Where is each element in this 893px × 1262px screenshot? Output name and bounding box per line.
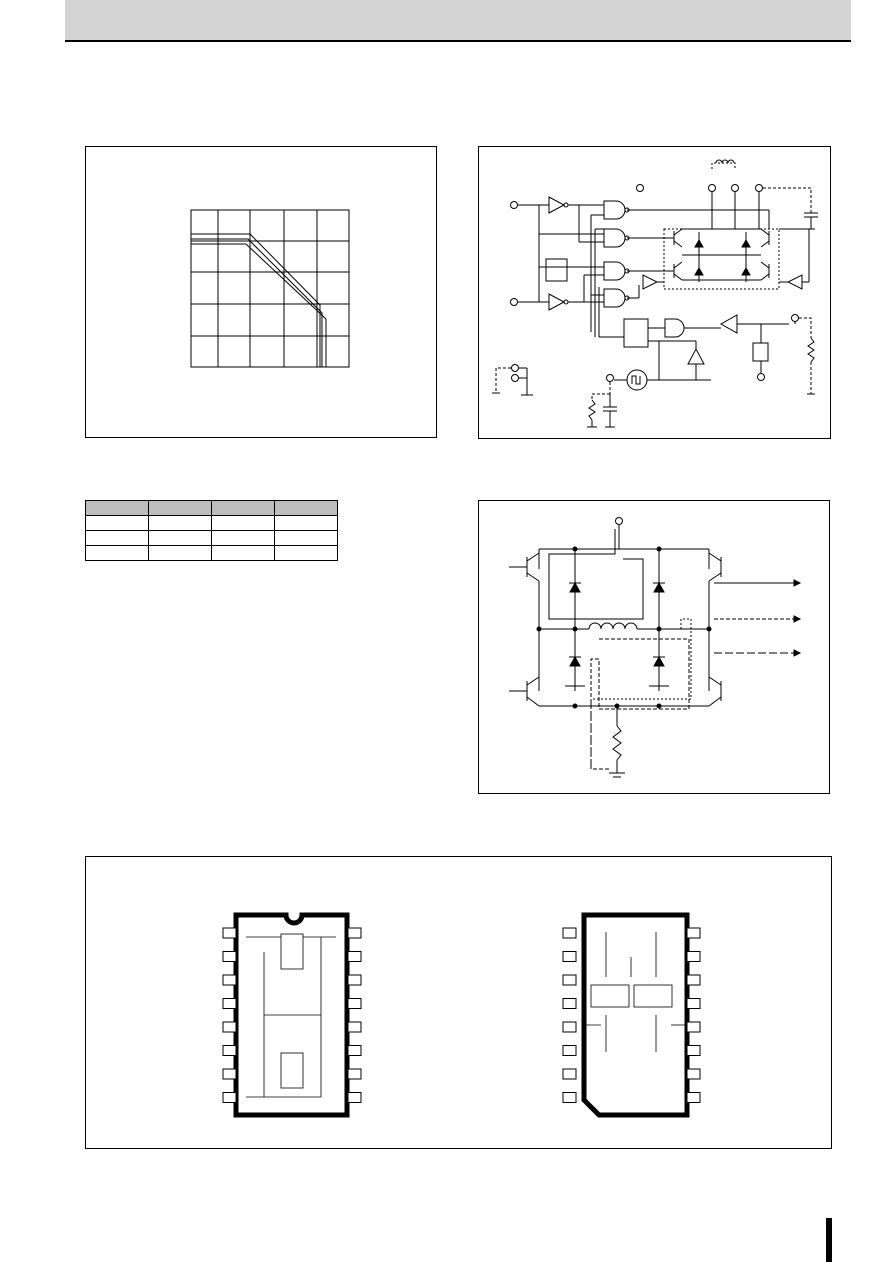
buffer-1: [643, 275, 657, 289]
package-pin-left: [563, 928, 576, 938]
motor-coil: [589, 623, 637, 629]
table-cell: [149, 531, 212, 546]
control-block: [624, 319, 648, 347]
derating-graph-panel: [85, 146, 437, 438]
diode-upper-right: [654, 583, 664, 592]
pin-assignment-panel: [85, 856, 832, 1149]
package-pin-right: [687, 1046, 700, 1056]
current-path-dotted: [591, 619, 691, 769]
header-bar: [65, 0, 851, 42]
spec-table-wrap: [85, 500, 338, 561]
table-cell: [149, 546, 212, 561]
terminal-supply-2: [512, 375, 519, 382]
inverter-1: [549, 197, 564, 213]
transistor-lower-left: [509, 677, 539, 706]
sense-block: [753, 343, 768, 361]
derating-graph: [86, 147, 438, 439]
sop-package: [563, 915, 700, 1115]
table-row: [86, 546, 338, 561]
input-terminal-2: [511, 299, 518, 306]
terminal-supply-1: [512, 365, 519, 372]
header-cell: [149, 501, 212, 516]
package-pin-left: [563, 1069, 576, 1079]
transistor-q3: [761, 229, 769, 247]
pin-assignment-diagram: [86, 857, 833, 1150]
package-pin-right: [687, 1093, 700, 1103]
transistor-q1: [674, 229, 682, 247]
table-row: [86, 531, 338, 546]
package-pin-right: [687, 1022, 700, 1032]
and-gate-1: [604, 201, 625, 219]
package-pin-left: [223, 999, 236, 1009]
package-pin-right: [687, 1069, 700, 1079]
dip-driver-block-upper: [281, 934, 303, 969]
package-pin-left: [223, 1093, 236, 1103]
current-path-dashed: [591, 639, 689, 769]
transistor-q2: [674, 262, 682, 280]
package-pin-left: [223, 928, 236, 938]
current-path-panel: [478, 500, 830, 794]
table-cell: [212, 531, 275, 546]
terminal-sense: [792, 315, 799, 322]
package-pin-right: [348, 975, 361, 985]
table-header-row: [86, 501, 338, 516]
package-pin-left: [563, 999, 576, 1009]
table-cell: [86, 546, 149, 561]
package-pin-left: [563, 952, 576, 962]
table-cell: [86, 516, 149, 531]
derating-curve-1: [191, 234, 320, 367]
sop-driver-block-right: [634, 985, 672, 1007]
and-gate-3: [604, 262, 625, 280]
table-cell: [275, 531, 338, 546]
package-pin-right: [348, 1069, 361, 1079]
transistor-upper-left: [509, 553, 539, 581]
terminal-top-4: [756, 185, 763, 192]
package-pin-right: [348, 1046, 361, 1056]
terminal-top-1: [637, 185, 644, 192]
derating-curve-3: [191, 244, 326, 367]
package-pin-left: [223, 952, 236, 962]
package-pin-left: [223, 1022, 236, 1032]
sense-resistor: [808, 338, 814, 362]
reference-block: [546, 259, 567, 281]
package-pin-left: [563, 1093, 576, 1103]
osc-resistor: [589, 400, 595, 420]
sop-driver-block-left: [591, 985, 629, 1007]
table-cell: [275, 516, 338, 531]
diode-lower-right: [654, 657, 664, 666]
table-row: [86, 516, 338, 531]
oscillator-symbol: [627, 370, 647, 390]
package-pin-left: [223, 1069, 236, 1079]
and-gate-4: [604, 289, 625, 307]
current-path-diagram: [479, 501, 831, 795]
block-diagram-panel: [478, 146, 831, 439]
sense-resistor: [613, 726, 621, 760]
input-terminal-1: [511, 202, 518, 209]
package-pin-right: [348, 928, 361, 938]
package-pin-right: [348, 1093, 361, 1103]
package-pin-right: [687, 999, 700, 1009]
table-cell: [275, 546, 338, 561]
and-gate-5: [665, 319, 684, 337]
buffer-2: [788, 275, 802, 289]
header-cell: [212, 501, 275, 516]
header-cell: [275, 501, 338, 516]
table-cell: [212, 546, 275, 561]
comparator-1: [721, 315, 737, 333]
block-diagram: [479, 147, 832, 440]
terminal-top-2: [709, 185, 716, 192]
dip-package: [223, 915, 361, 1115]
header-cell: [86, 501, 149, 516]
terminal-osc: [607, 375, 614, 382]
package-pin-left: [563, 1022, 576, 1032]
comparator-2: [688, 349, 704, 364]
package-pin-left: [223, 1046, 236, 1056]
transistor-upper-right: [709, 553, 721, 581]
and-gate-2: [604, 229, 625, 247]
diode-upper-left: [570, 583, 580, 592]
transistor-lower-right: [709, 677, 721, 706]
diode-lower-left: [570, 657, 580, 666]
sop-body: [584, 915, 687, 1115]
table-cell: [86, 531, 149, 546]
derating-curve-2: [191, 239, 322, 367]
dip-driver-block-lower: [281, 1053, 303, 1088]
package-pin-left: [223, 975, 236, 985]
terminal-top-3: [732, 185, 739, 192]
package-pin-right: [687, 975, 700, 985]
package-pin-right: [348, 952, 361, 962]
table-cell: [149, 516, 212, 531]
package-pin-right: [687, 928, 700, 938]
current-path-solid: [549, 529, 643, 619]
package-pin-left: [563, 1046, 576, 1056]
inverter-2: [549, 294, 564, 310]
spec-table: [85, 500, 338, 561]
package-pin-left: [563, 975, 576, 985]
package-pin-right: [348, 1022, 361, 1032]
package-pin-right: [687, 952, 700, 962]
table-cell: [212, 516, 275, 531]
terminal-sense-2: [758, 374, 765, 381]
package-pin-right: [348, 999, 361, 1009]
transistor-q4: [761, 262, 769, 280]
section-marker: [826, 1218, 832, 1262]
supply-terminal: [616, 518, 623, 525]
